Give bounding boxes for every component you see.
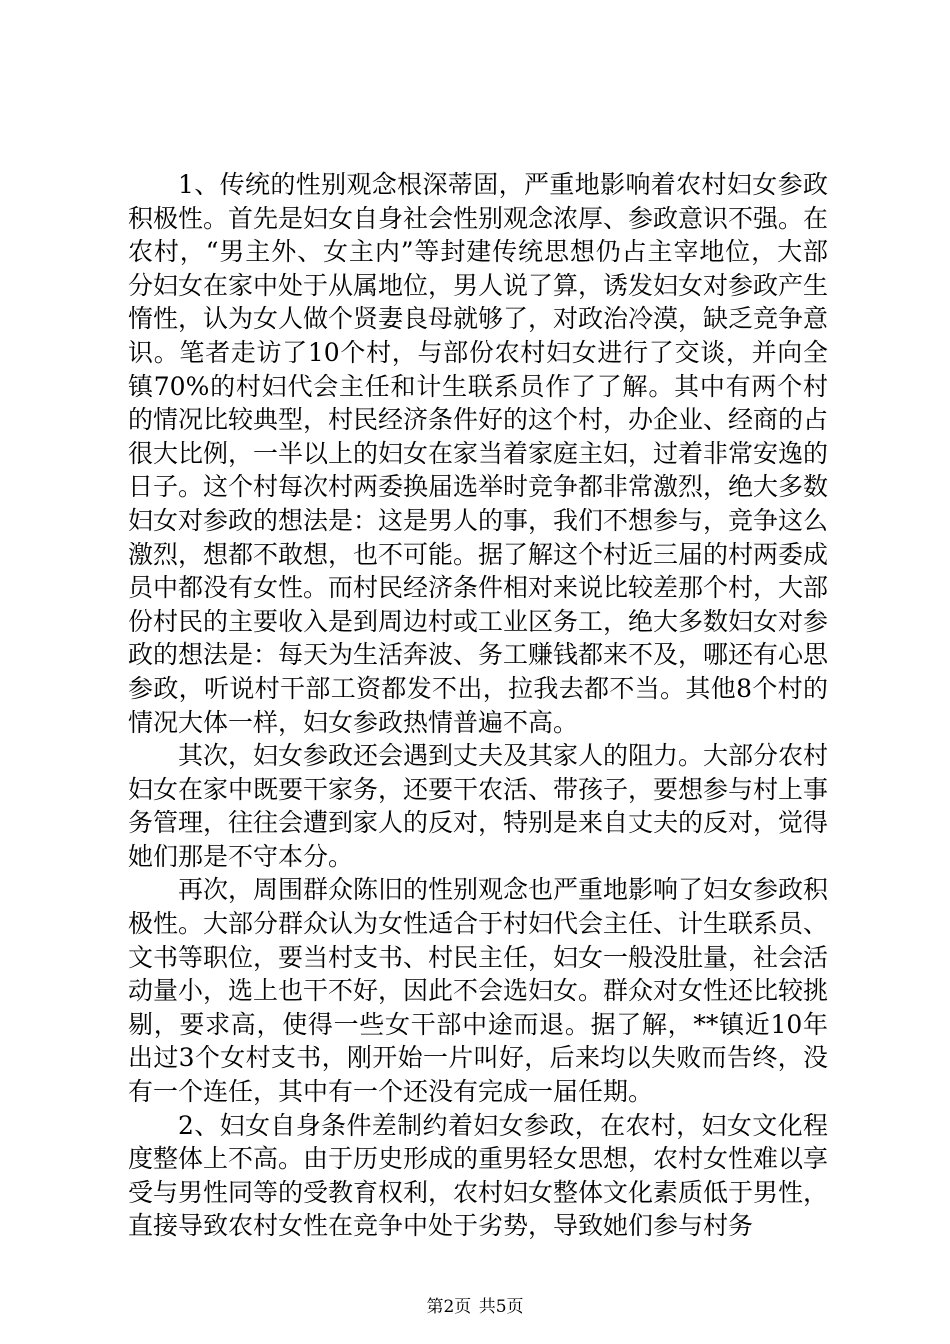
page-total: 共5页 bbox=[478, 1297, 524, 1317]
paragraph-2: 其次，妇女参政还会遇到丈夫及其家人的阻力。大部分农村妇女在家中既要干家务，还要干农活、带孩子，要想参与村上事务管理，往往会遭到家人的反对，特别是来自丈夫的反对，觉得她们那是不守本分。 bbox=[128, 741, 829, 871]
page-footer bbox=[0, 1296, 950, 1318]
paragraph-4: 2、妇女自身条件差制约着妇女参政，在农村，妇女文化程度整体上不高。由于历史形成的重男轻女思想，农村女性难以享受与男性同等的受教育权利，农村妇女整体文化素质低于男性，直接导致农村女性在竞争中处于劣势，导致她们参与村务 bbox=[128, 1110, 829, 1241]
paragraph-1: 1、传统的性别观念根深蒂固，严重地影响着农村妇女参政积极性。首先是妇女自身社会性别观念浓厚、参政意识不强。在农村，“男主外、女主内”等封建传统思想仍占主宰地位，大部分妇女在家中处于从属地位，男人说了算，诱发妇女对参政产生惰性，认为女人做个贤妻良母就够了，对政治冷漠，缺乏竞争意识。笔者走访了10个村，与部份农村妇女进行了交谈，并向全镇70%的村妇代会主任和计生联系员作了了解。其中有两个村的情况比较典型，村民经济条件好的这个村，办企业、经商的占很大比例，一半以上的妇女在家当着家庭主妇，过着非常安逸的日子。这个村每次村两委换届选举时竞争都非常激烈，绝大多数妇女对参政的想法是：这是男人的事，我们不想参与，竞争这么激烈，想都不敢想，也不可能。据了解这个村近三届的村两委成员中都没有女性。而村民经济条件相对来说比较差那个村，大部份村民的主要收入是到周边村或工业区务工，绝大多数妇女对参政的想法是：每天为生活奔波、务工赚钱都来不及，哪还有心思参政，听说村干部工资都发不出，拉我去都不当。其他8个村的情况大体一样，妇女参政热情普遍不高。 bbox=[128, 170, 829, 737]
document-body bbox=[128, 168, 828, 1243]
paragraph-3: 再次，周围群众陈旧的性别观念也严重地影响了妇女参政积极性。大部分群众认为女性适合于村妇代会主任、计生联系员、文书等职位，要当村支书、村民主任，妇女一般没肚量，社会活动量小，选上也干不好，因此不会选妇女。群众对女性还比较挑剔，要求高，使得一些女干部中途而退。据了解，**镇近10年出过3个女村支书，刚开始一片叫好，后来均以失败而告终，没有一个连任，其中有一个还没有完成一届任期。 bbox=[128, 875, 829, 1107]
page-number: 第2页 bbox=[426, 1297, 472, 1317]
